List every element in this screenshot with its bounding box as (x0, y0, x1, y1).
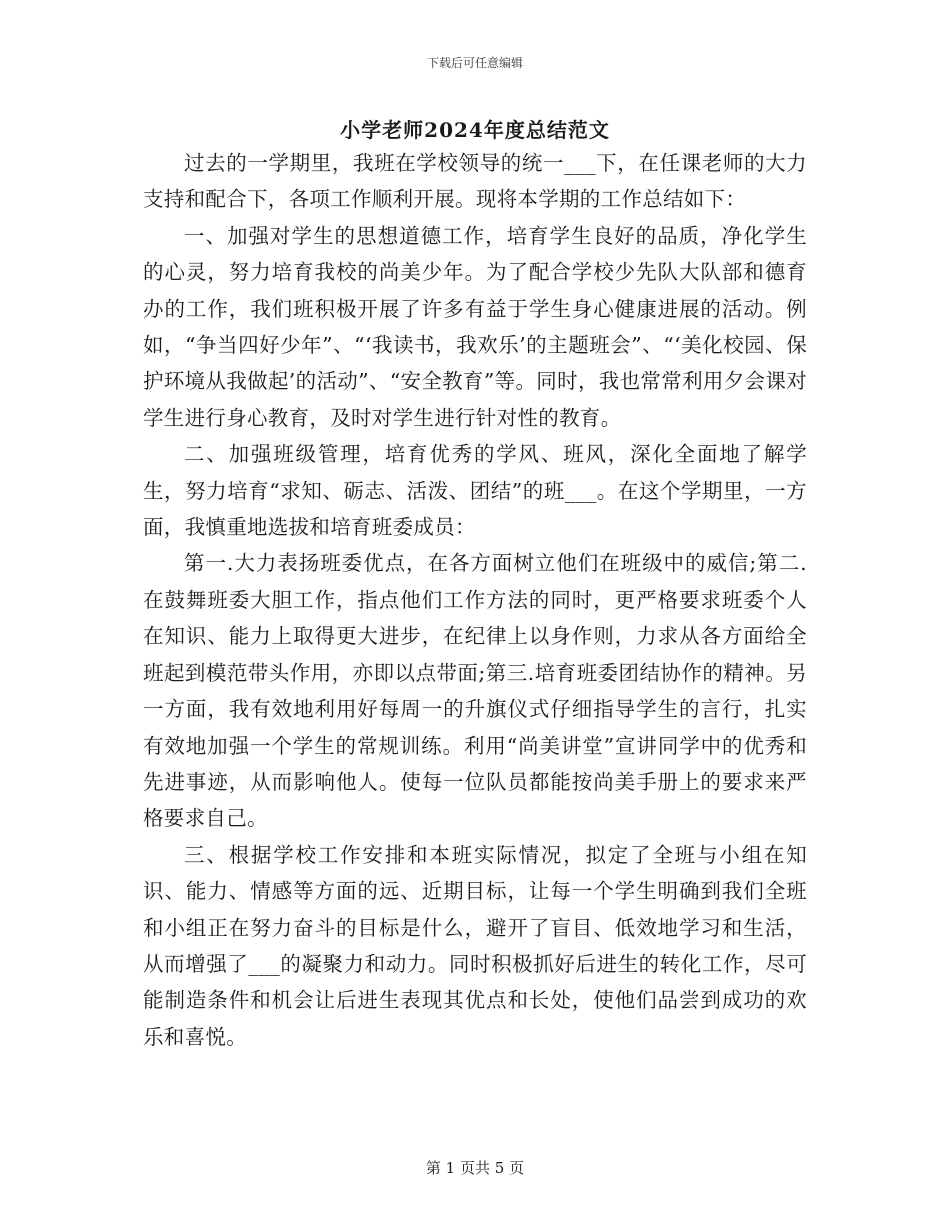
paragraph-section-2: 二、加强班级管理，培育优秀的学风、班风，深化全面地了解学生，努力培育“求知、砺志、活泼、团结”的班___。在这个学期里，一方面，我慎重地选拔和培育班委成员： (143, 442, 807, 540)
page-header-note: 下载后可任意编辑 (426, 56, 523, 70)
paragraph-section-1: 一、加强对学生的思想道德工作，培育学生良好的品质，净化学生的心灵，努力培育我校的尚美少年。为了配合学校少先队大队部和德育办的工作，我们班积极开展了许多有益于学生身心健康进展的活动。例如，“争当四好少年”、“‘我读书，我欢乐’的主题班会”、“‘美化校园、保护环境从我做起’的活动”、“安全教育”等。同时，我也常常利用夕会课对学生进行身心教育，及时对学生进行针对性的教育。 (143, 223, 807, 430)
paragraph-section-3: 三、根据学校工作安排和本班实际情况，拟定了全班与小组在知识、能力、情感等方面的远、近期目标，让每一个学生明确到我们全班和小组正在努力奋斗的目标是什么，避开了盲目、低效地学习和生活，从而增强了___的凝聚力和动力。同时积极抓好后进生的转化工作，尽可能制造条件和机会让后进生表现其优点和长处，使他们品尝到成功的欢乐和喜悦。 (143, 842, 807, 1049)
document-title: 小学老师2024年度总结范文 (340, 118, 610, 142)
paragraph-intro: 过去的一学期里，我班在学校领导的统一___下，在任课老师的大力支持和配合下，各项工作顺利开展。现将本学期的工作总结如下： (143, 151, 807, 212)
page-number: 第 1 页共 5 页 (425, 1159, 525, 1177)
document-body (143, 145, 807, 1055)
paragraph-section-2-details: 第一.大力表扬班委优点，在各方面树立他们在班级中的威信;第二.在鼓舞班委大胆工作，指点他们工作方法的同时，更严格要求班委个人在知识、能力上取得更大进步，在纪律上以身作则，力求从各方面给全班起到模范带头作用，亦即以点带面;第三.培育班委团结协作的精神。另一方面，我有效地利用好每周一的升旗仪式仔细指导学生的言行，扎实有效地加强一个学生的常规训练。利用“尚美讲堂”宣讲同学中的优秀和先进事迹，从而影响他人。使每一位队员都能按尚美手册上的要求来严格要求自己。 (143, 551, 807, 831)
